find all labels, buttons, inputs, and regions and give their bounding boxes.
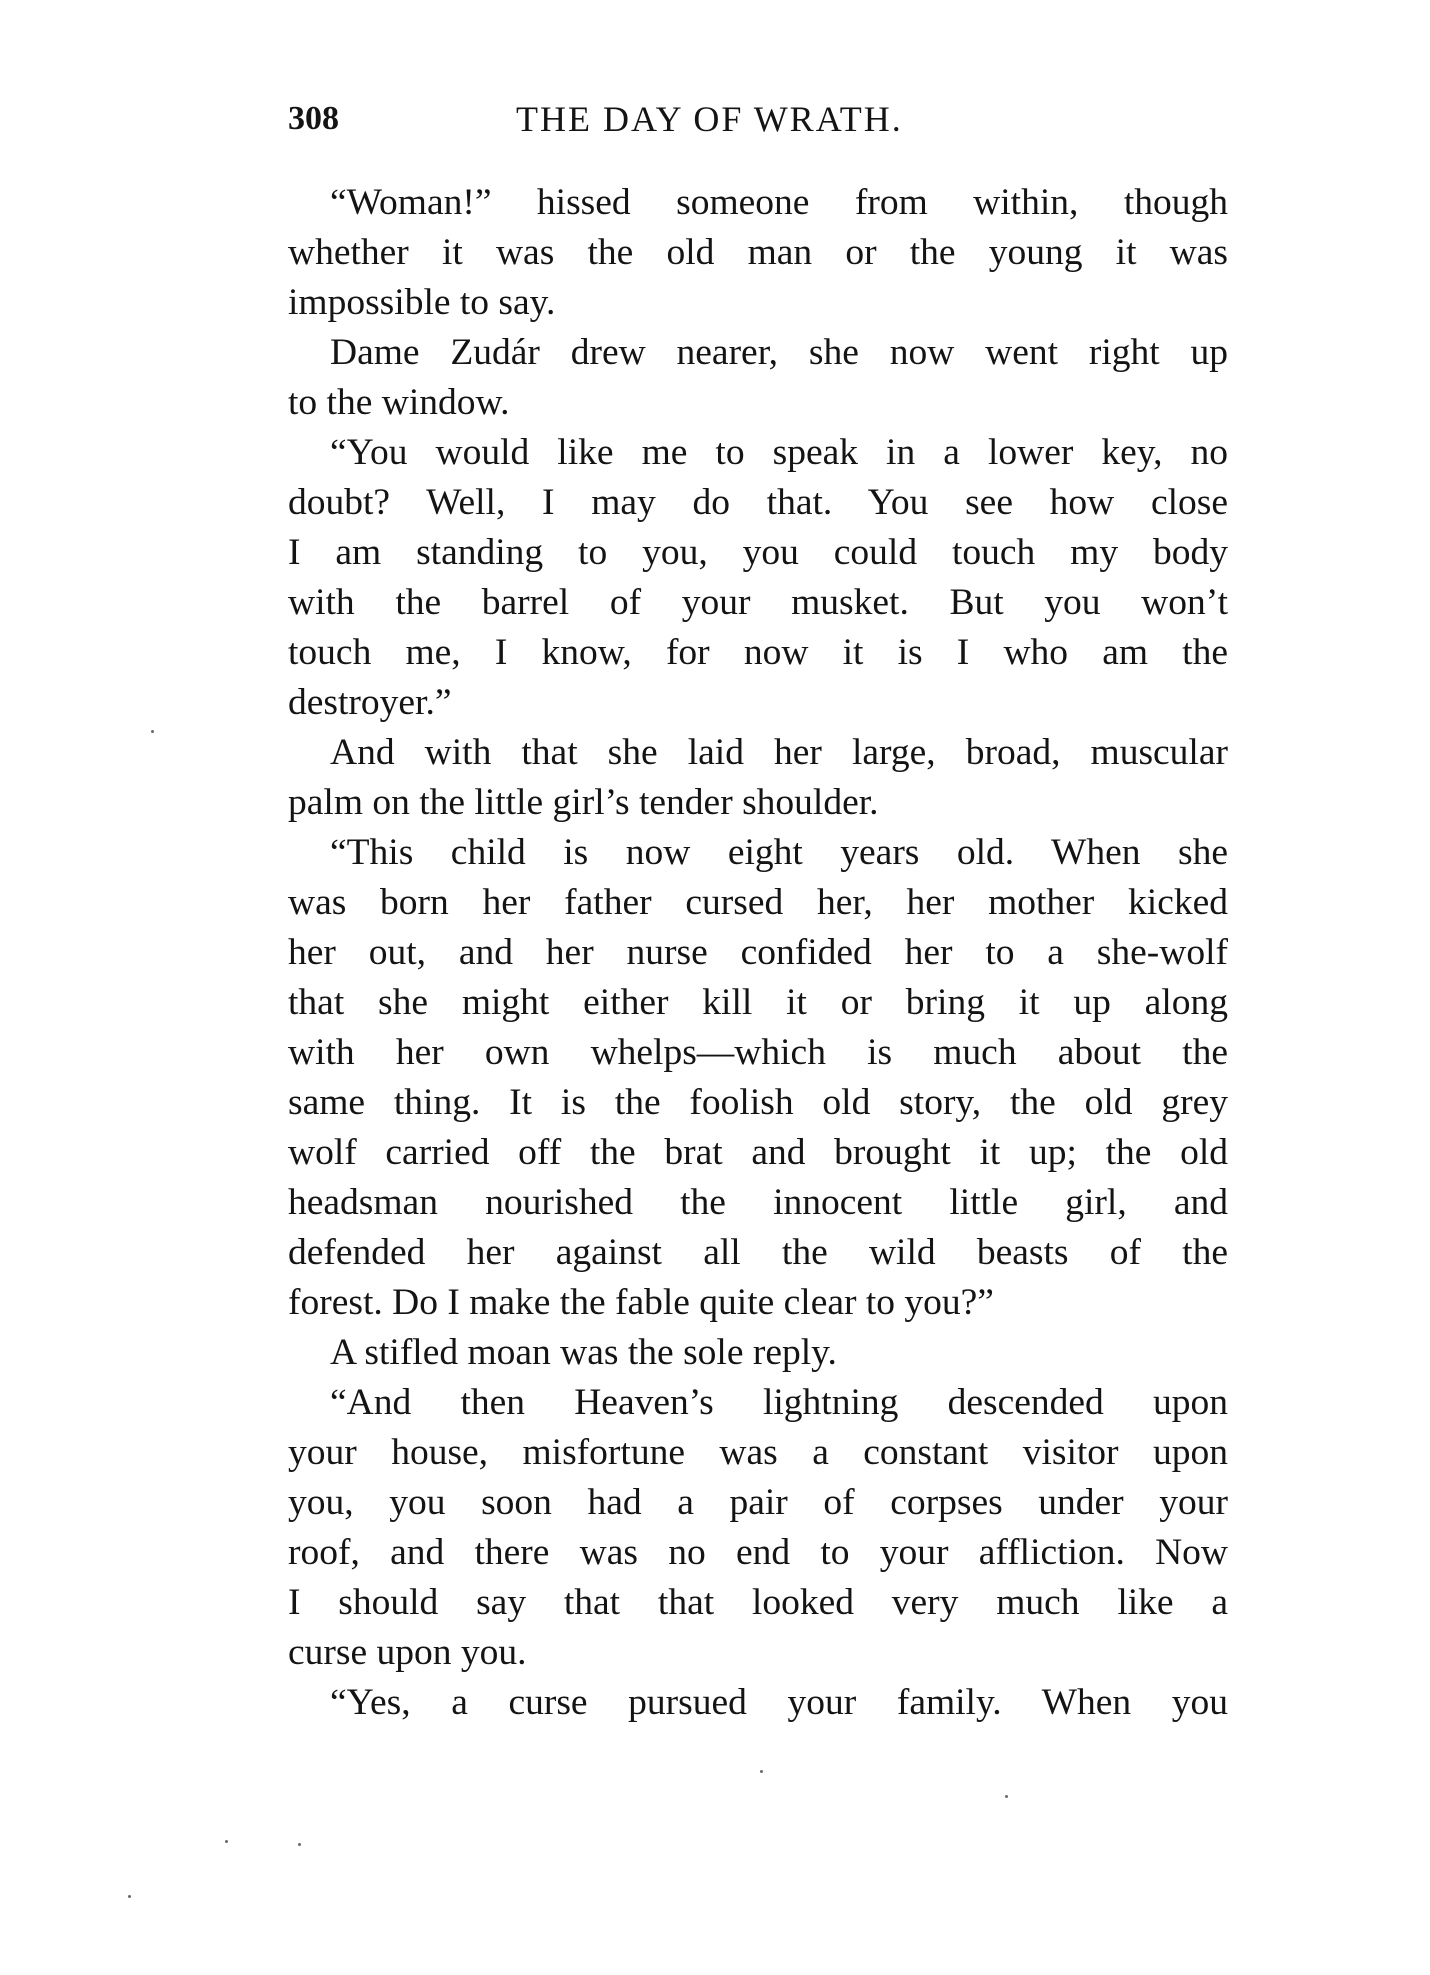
running-head: [288, 94, 1288, 144]
text-line: with her own whelps—which is much about the: [288, 1032, 1228, 1073]
text-line: doubt? Well, I may do that. You see how close: [288, 482, 1228, 523]
text-line: whether it was the old man or the young it was: [288, 232, 1228, 273]
text-line: was born her father cursed her, her mother kicked: [288, 882, 1228, 923]
text-line: “This child is now eight years old. When she: [330, 832, 1228, 873]
text-line: impossible to say.: [288, 282, 556, 323]
scan-speck: [151, 730, 154, 733]
text-line: palm on the little girl’s tender shoulder.: [288, 782, 879, 823]
text-line: Dame Zudár drew nearer, she now went right up: [330, 332, 1228, 373]
text-line: her out, and her nurse confided her to a she-wolf: [288, 932, 1228, 973]
text-line: I am standing to you, you could touch my body: [288, 532, 1228, 573]
text-line: you, you soon had a pair of corpses under your: [288, 1482, 1228, 1523]
text-line: same thing. It is the foolish old story, the old grey: [288, 1082, 1228, 1123]
text-line: roof, and there was no end to your affliction. Now: [288, 1532, 1228, 1573]
scan-speck: [225, 1840, 228, 1843]
scan-speck: [1005, 1795, 1008, 1798]
text-line: that she might either kill it or bring it up along: [288, 982, 1228, 1023]
text-line: destroyer.”: [288, 682, 452, 723]
text-line: to the window.: [288, 382, 510, 423]
page-number: 308: [288, 100, 339, 137]
text-line: touch me, I know, for now it is I who am the: [288, 632, 1228, 673]
text-line: your house, misfortune was a constant visitor upon: [288, 1432, 1228, 1473]
text-line: “And then Heaven’s lightning descended upon: [330, 1382, 1228, 1423]
text-line: forest. Do I make the fable quite clear to you?”: [288, 1282, 994, 1323]
text-line: “Woman!” hissed someone from within, though: [330, 182, 1228, 223]
text-line: I should say that that looked very much like a: [288, 1582, 1228, 1623]
scan-speck: [298, 1843, 301, 1846]
text-line: defended her against all the wild beasts of the: [288, 1232, 1228, 1273]
scan-speck: [128, 1895, 131, 1898]
text-line: wolf carried off the brat and brought it up; the old: [288, 1132, 1228, 1173]
scan-speck: [760, 1770, 763, 1773]
text-line: headsman nourished the innocent little girl, and: [288, 1182, 1228, 1223]
text-line: “You would like me to speak in a lower key, no: [330, 432, 1228, 473]
text-line: And with that she laid her large, broad, muscular: [330, 732, 1228, 773]
text-line: with the barrel of your musket. But you won’t: [288, 582, 1228, 623]
running-title: THE DAY OF WRATH.: [516, 99, 903, 139]
text-line: “Yes, a curse pursued your family. When you: [330, 1682, 1228, 1723]
text-line: A stifled moan was the sole reply.: [330, 1332, 837, 1373]
text-line: curse upon you.: [288, 1632, 527, 1673]
body-text: [288, 178, 1228, 1728]
